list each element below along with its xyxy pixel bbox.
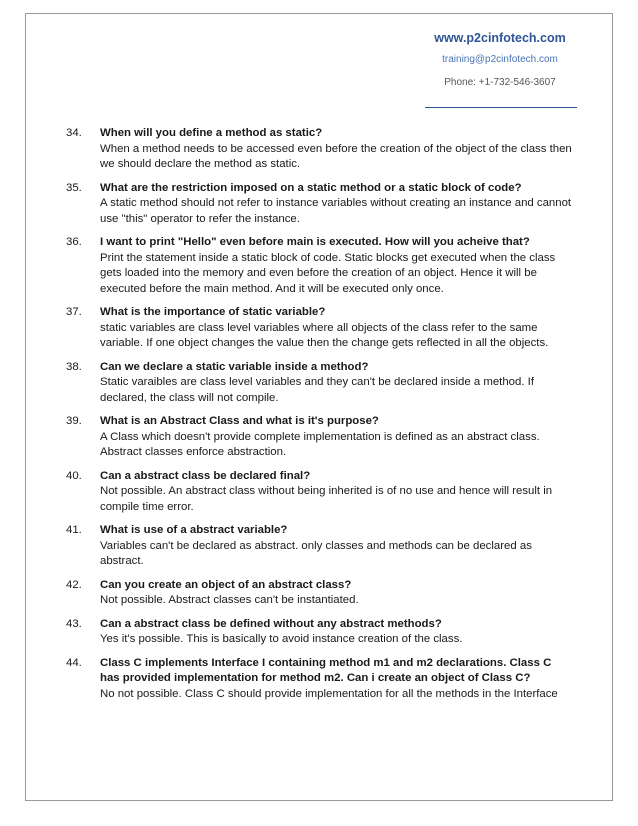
qa-item-37 (66, 305, 573, 352)
qa-item-36 (66, 235, 573, 297)
qa-item-41 (66, 523, 573, 570)
qa-item-44 (66, 656, 573, 703)
question: Can we declare a static variable inside a method? (100, 360, 369, 373)
qa-item-40 (66, 469, 573, 516)
phone-number: Phone: +1-732-546-3607 (444, 77, 556, 88)
qa-item-43 (66, 617, 573, 648)
answer: A Class which doesn't provide complete implementation is defined as an abstract class. Abstract classes enforce abstraction. (100, 430, 540, 458)
contact-header (420, 30, 580, 89)
qa-number: 34. (66, 127, 82, 139)
question: What is an Abstract Class and what is it's purpose? (100, 415, 379, 427)
qa-number: 42. (66, 578, 82, 591)
question: I want to print "Hello" even before main is executed. How will you acheive that? (100, 236, 530, 248)
header-divider (425, 107, 577, 108)
question: When will you define a method as static? (100, 127, 323, 139)
qa-number: 35. (66, 181, 82, 194)
answer: Static varaibles are class level variables and they can't be declared inside a method. If declared, the class will not compile. (100, 376, 534, 404)
question: Can you create an object of an abstract class? (100, 578, 352, 591)
answer: Yes it's possible. This is basically to avoid instance creation of the class. (100, 633, 463, 645)
qa-number: 44. (66, 656, 82, 669)
question: What is the importance of static variable? (100, 306, 326, 318)
qa-number: 41. (66, 524, 82, 536)
qa-item-42 (66, 578, 573, 609)
answer: Print the statement inside a static block of code. Static blocks get executed when the class gets loaded into the memory and even before the creation of an object. Hence it will be executed before the main method. And it will be executed only once. (100, 251, 556, 295)
qa-item-39 (66, 414, 573, 461)
qa-list (66, 126, 573, 710)
answer: No not possible. Class C should provide implementation for all the methods in the Interface (100, 687, 558, 700)
website-link[interactable]: www.p2cinfotech.com (434, 31, 566, 45)
email-link[interactable]: training@p2cinfotech.com (442, 54, 558, 65)
question: What is use of a abstract variable? (100, 524, 288, 536)
qa-item-35 (66, 181, 573, 228)
qa-number: 40. (66, 469, 82, 482)
qa-number: 43. (66, 617, 82, 630)
answer: static variables are class level variables where all objects of the class refer to the same variable. If one object changes the value then the change gets reflected in all the objects. (100, 321, 549, 349)
question: Can a abstract class be declared final? (100, 469, 311, 482)
answer: Variables can't be declared as abstract. only classes and methods can be declared as abstract. (100, 539, 532, 567)
question: Can a abstract class be defined without any abstract methods? (100, 617, 442, 630)
qa-item-38 (66, 360, 573, 407)
question: What are the restriction imposed on a static method or a static block of code? (100, 181, 522, 194)
qa-number: 39. (66, 415, 82, 427)
answer: Not possible. An abstract class without being inherited is of no use and hence will result in compile time error. (100, 485, 553, 513)
qa-number: 36. (66, 236, 82, 248)
answer: Not possible. Abstract classes can't be instantiated. (100, 594, 359, 606)
qa-number: 37. (66, 306, 82, 318)
answer: When a method needs to be accessed even before the creation of the object of the class then we should declare the method as static. (100, 142, 572, 170)
question: Class C implements Interface I containing method m1 and m2 declarations. Class C has provided implementation for method m2. Can i create an object of Class C? (100, 656, 552, 684)
qa-number: 38. (66, 360, 82, 373)
qa-item-34 (66, 126, 573, 173)
answer: A static method should not refer to instance variables without creating an instance and cannot use "this" operator to refer the instance. (100, 197, 572, 225)
